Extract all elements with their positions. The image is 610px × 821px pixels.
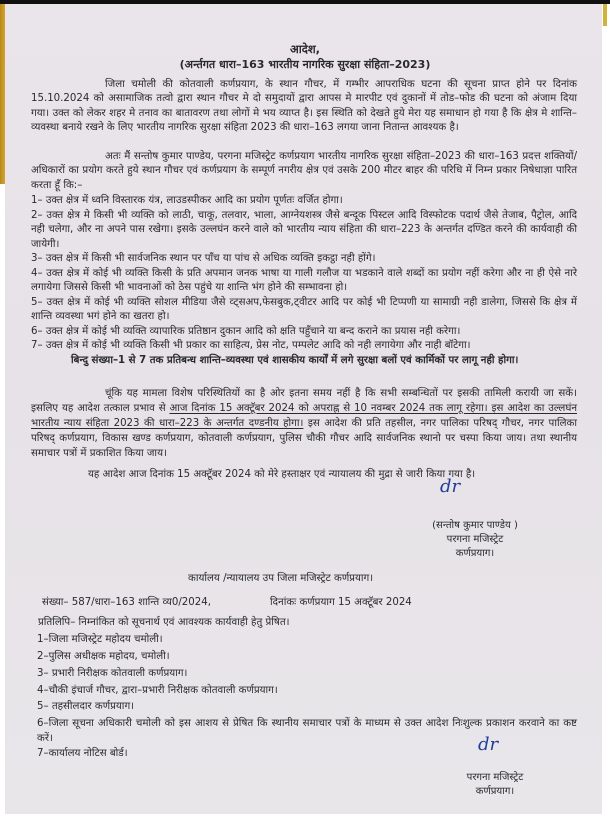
copy-recipient-7: 7–कार्यालय नोटिस बोर्ड।: [37, 748, 128, 759]
signature-mark-2: dr: [478, 734, 499, 755]
signatory-name: (सन्तोष कुमार पाण्डेय ): [432, 520, 518, 531]
exemption-note: बिन्दु संख्या–1 से 7 तक प्रतिबन्ध शान्ति–व्यवस्था एवं शासकीय कार्यों में लगे सुरक्षा बलों एवं कार्मिकों पर लागू नही होगा।: [71, 355, 519, 366]
copy-recipient-3: 3– प्रभारी निरीक्षक कोतवाली कर्णप्रयाग।: [37, 668, 188, 679]
prohibition-item-1: 1– उक्त क्षेत्र में ध्वनि विस्तारक यंत्र, लाउडस्पीकर आदि का प्रयोग पूर्णतः वर्जित होगा।: [31, 195, 343, 206]
prohibition-item-5: 5– उक्त क्षेत्र में कोई भी व्यक्ति सोशल मीडिया जैसे व्ट्सअप,फेसबुक,ट्वीटर आदि पर कोई भी टिप्पणी या सामाग्री नही डालेगा, जिससे कि क्षेत्र में शान्ति व्यवस्था भगं होने का खतरा हो।: [31, 297, 577, 323]
office-heading: कार्यालय /न्यायालय उप जिला मजिस्ट्रेट कर्णप्रयाग।: [188, 573, 374, 584]
signatory-designation: परगना मजिस्ट्रेट: [446, 534, 504, 545]
copy-recipient-2: 2–पुलिस अधीक्षक महोदय, चमोली।: [37, 651, 170, 662]
signatory-place: कर्णप्रयाग।: [455, 548, 495, 559]
paragraph-incident: जिला चमोली की कोतवाली कर्णप्रयाग, के स्थान गौचर, में गम्भीर आपराधिक घटना की सूचना प्राप्त होने पर दिनांक 15.10.2024 को असामाजिक तत्वो द्वारा स्थान गौचर मे दो समुदायों द्वारा आपस मे मारपीट एवं दुकानों में तोड–फोड की घटना को अंजाम दिया गया। उक्त को लेकर शहर मे तनाव का बातावरण तथा लोगों मे भय व्याप्त है। इस स्थिति को देखते हुये मेरा यह समाधान हो गया है कि क्षेत्र मे शान्ति–व्यवस्था बनाये रखने के लिए भारतीय नागरिक सुरक्षा संहिता 2023 की धारा–163 लगया जाना नितान्त आवश्यक है।: [31, 79, 577, 133]
signatory2-place: कर्णप्रयाग।: [475, 786, 515, 797]
order-title: आदेश,: [289, 42, 321, 56]
signatory2-designation: परगना मजिस्ट्रेट: [466, 772, 524, 783]
duration-text-intro: चूंकि यह मामला विशेष परिस्थितियों का है ओर इतना समय नहीं है कि सभी सम्बन्धितों पर इसकी तामिली करायी जा सकें। इसलिए यह आदेश तत्काल प्रभाव से: [31, 388, 577, 414]
copy-recipient-1: 1–जिला मजिस्ट्रेट महोदय चमोली।: [37, 634, 163, 645]
prohibition-item-4: 4– उक्त क्षेत्र में कोई भी व्यक्ति किसी के प्रति अपमान जनक भाषा या गाली गलौज या भडकाने वाले शब्दों का प्रयोग नहीं करेगा और ना ही ऐसे नारे लगायेगा जिससे किसी भी भावनाओं को ठेस पहुंचे या शान्ति भंग होने की सम्भावना हो।: [31, 268, 577, 294]
copy-recipient-6: 6–जिला सूचना अधिकारी चमोली को इस आशय से प्रेषित कि स्थानीय समाचार पत्रों के माध्यम से उक्त आदेश निःशुल्क प्रकाशन करवाने का कष्ट करें।: [37, 718, 577, 744]
copy-recipient-4: 4–चौकी इंचार्ज गौचर, द्वारा–प्रभारी निरीक्षक कोतवाली कर्णप्रयाग।: [37, 685, 278, 696]
signatory-block-1: [390, 519, 560, 561]
photo-bottom-margin: [0, 814, 610, 821]
yellow-edge-right: [603, 4, 607, 26]
copy-to-heading: प्रतिलिपि– निम्नांकित को सूचनार्थ एवं आवश्यक कार्यवाही हेतु प्रेषित।: [38, 617, 290, 628]
prohibition-item-2: 2– उक्त क्षेत्र मे किसी भी व्यक्ति को लाठी, चाकू, तलवार, भाला, आग्नेयशस्त्र जैसे बन्दूक पिस्टल आदि विस्फोटक पदार्थ जैसे तेजाब, पैट्रोल, आदि नही चलेगा, और ना अपने पास रखेगा। इसके उल्लघंन करने वाले को भारतीय न्याय संहिता की धारा–223 के अन्तर्गत दण्डित करने की कार्यवाही की जायेगी।: [31, 210, 577, 250]
order-subtitle: (अर्न्तगत धारा–163 भारतीय नागरिक सुरक्षा संहिता–2023): [179, 58, 431, 71]
reference-date: दिनांकः कर्णप्रयाग 15 अक्टूॅबर 2024: [270, 597, 412, 608]
reference-number: संख्या– 587/धारा–163 शान्ति व्य0/2024,: [42, 597, 211, 608]
paragraph-order-authority: अतः मैं सन्तोष कुमार पाण्डेय, परगना मजिस्ट्रेट कर्णप्रयाग भारतीय नागरिक सुरक्षा संहिता–2023 की धारा–163 प्रदत्त शक्तियों/अधिकारों का प्रयोग करते हुये स्थान गौचर एवं कर्णप्रयाग के सम्पूर्ण नगरीय क्षेत्र एवं उसके 200 मीटर बाहर की परिधि में निम्न प्रकार निषेधाज्ञा पारित करता हूँ कि:–: [31, 151, 577, 191]
paragraph-duration: [31, 386, 577, 461]
duration-text-underlined: आज दिनांक 15 अक्टूॅबर 2024 को अपराह्न से 10 नवम्बर 2024 तक लागू रहेगा। इस आदेश का उल्लघंन भारतीय न्याय संहिता 2023 की धारा–223 के अन्तर्गत दण्डनीय होगा।: [31, 403, 578, 429]
copy-recipient-5: 5– तहसीलदार कर्णप्रयाग।: [37, 701, 135, 712]
duration-text-posting: इस आदेश की प्रति तहसील, नगर पालिका परिषद् गौचर, नगर पालिका परिषद् कर्णप्रयाग, विकास खण्ड कर्णप्रयाग, कोतवाली कर्णप्रयाग, पुलिस चौकी गौचर आदि सार्वजनिक स्थानो पर चस्पा किया जाय। तथा स्थानीय समाचार पत्रों में प्रकाशित किया जाय।: [31, 418, 577, 459]
prohibition-item-3: 3– उक्त क्षेत्र में किसी भी सार्वजनिक स्थान पर पाँच या पांच से अधिक व्यक्ति इकट्ठा नही होंगे।: [31, 253, 376, 264]
signature-mark-1: dr: [440, 476, 461, 497]
signatory-block-2: [440, 771, 550, 799]
prohibition-item-7: 7– उक्त क्षेत्र में कोई भी व्यक्ति किसी भी प्रकार का साहित्य, प्रेस नोट, पम्पलेट आदि को नही लगायेगा और नाही बॉटेगा।: [31, 340, 471, 351]
issue-statement: यह आदेश आज दिनांक 15 अक्टूॅबर 2024 को मेरे हस्ताक्षर एवं न्यायालय की मुद्रा से जारी किया गया है।: [88, 469, 476, 480]
prohibition-item-6: 6– उक्त क्षेत्र में कोई भी व्यक्ति व्यापारिक प्रतिष्ठान दुकान आदि को क्षति पहुँचाने या बन्द कराने का प्रयास नही करेगा।: [31, 326, 461, 337]
